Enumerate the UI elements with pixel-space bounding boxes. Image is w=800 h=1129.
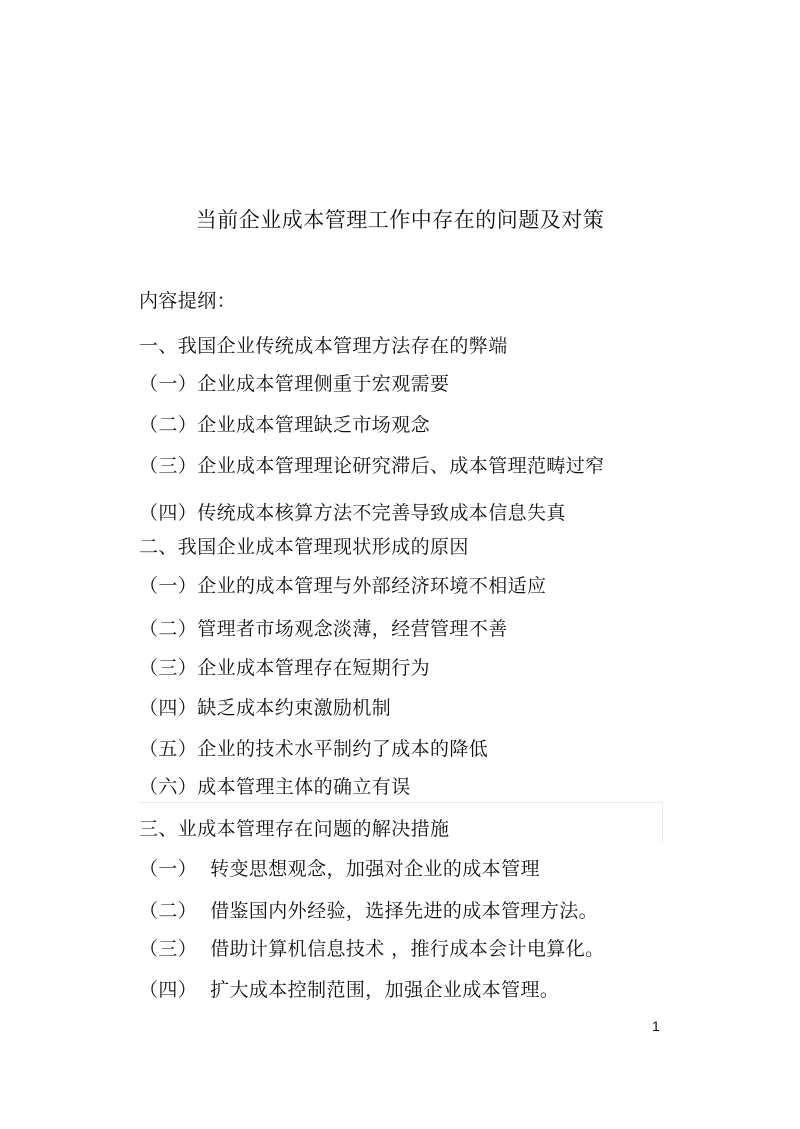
page-number: 1: [652, 1018, 660, 1034]
section-2-item: （五）企业的技术水平制约了成本的降低: [139, 738, 489, 760]
section-2-item: （四）缺乏成本约束激励机制: [139, 697, 392, 719]
section-2-item: （一）企业的成本管理与外部经济环境不相适应: [139, 575, 547, 597]
section-3-item: （二） 借鉴国内外经验，选择先进的成本管理方法。: [139, 900, 599, 922]
section-3-item: （三） 借助计算机信息技术 ，推行成本会计电算化。: [139, 938, 605, 960]
section-3-heading: 三、业成本管理存在问题的解决措施: [139, 818, 450, 840]
outline-label: 内容提纲：: [139, 290, 237, 312]
section-1-item: （二）企业成本管理缺乏市场观念: [139, 414, 431, 436]
section-3-item: （四） 扩大成本控制范围，加强企业成本管理。: [139, 979, 560, 1001]
section-1-item: （三）企业成本管理理论研究滞后、成本管理范畴过窄: [139, 455, 605, 477]
section-3-item: （一） 转变思想观念，加强对企业的成本管理: [139, 858, 540, 880]
section-2-item: （二）管理者市场观念淡薄，经营管理不善: [139, 618, 508, 640]
section-2-heading: 二、我国企业成本管理现状形成的原因: [139, 536, 469, 558]
section-2-item: （三）企业成本管理存在短期行为: [139, 657, 431, 679]
section-1-item: （一）企业成本管理侧重于宏观需要: [139, 373, 450, 395]
section-1-item: （四）传统成本核算方法不完善导致成本信息失真: [139, 502, 566, 524]
section-1-heading: 一、我国企业传统成本管理方法存在的弊端: [139, 335, 508, 357]
section-2-item: （六）成本管理主体的确立有误: [139, 776, 411, 798]
document-title: 当前企业成本管理工作中存在的问题及对策: [195, 208, 605, 232]
